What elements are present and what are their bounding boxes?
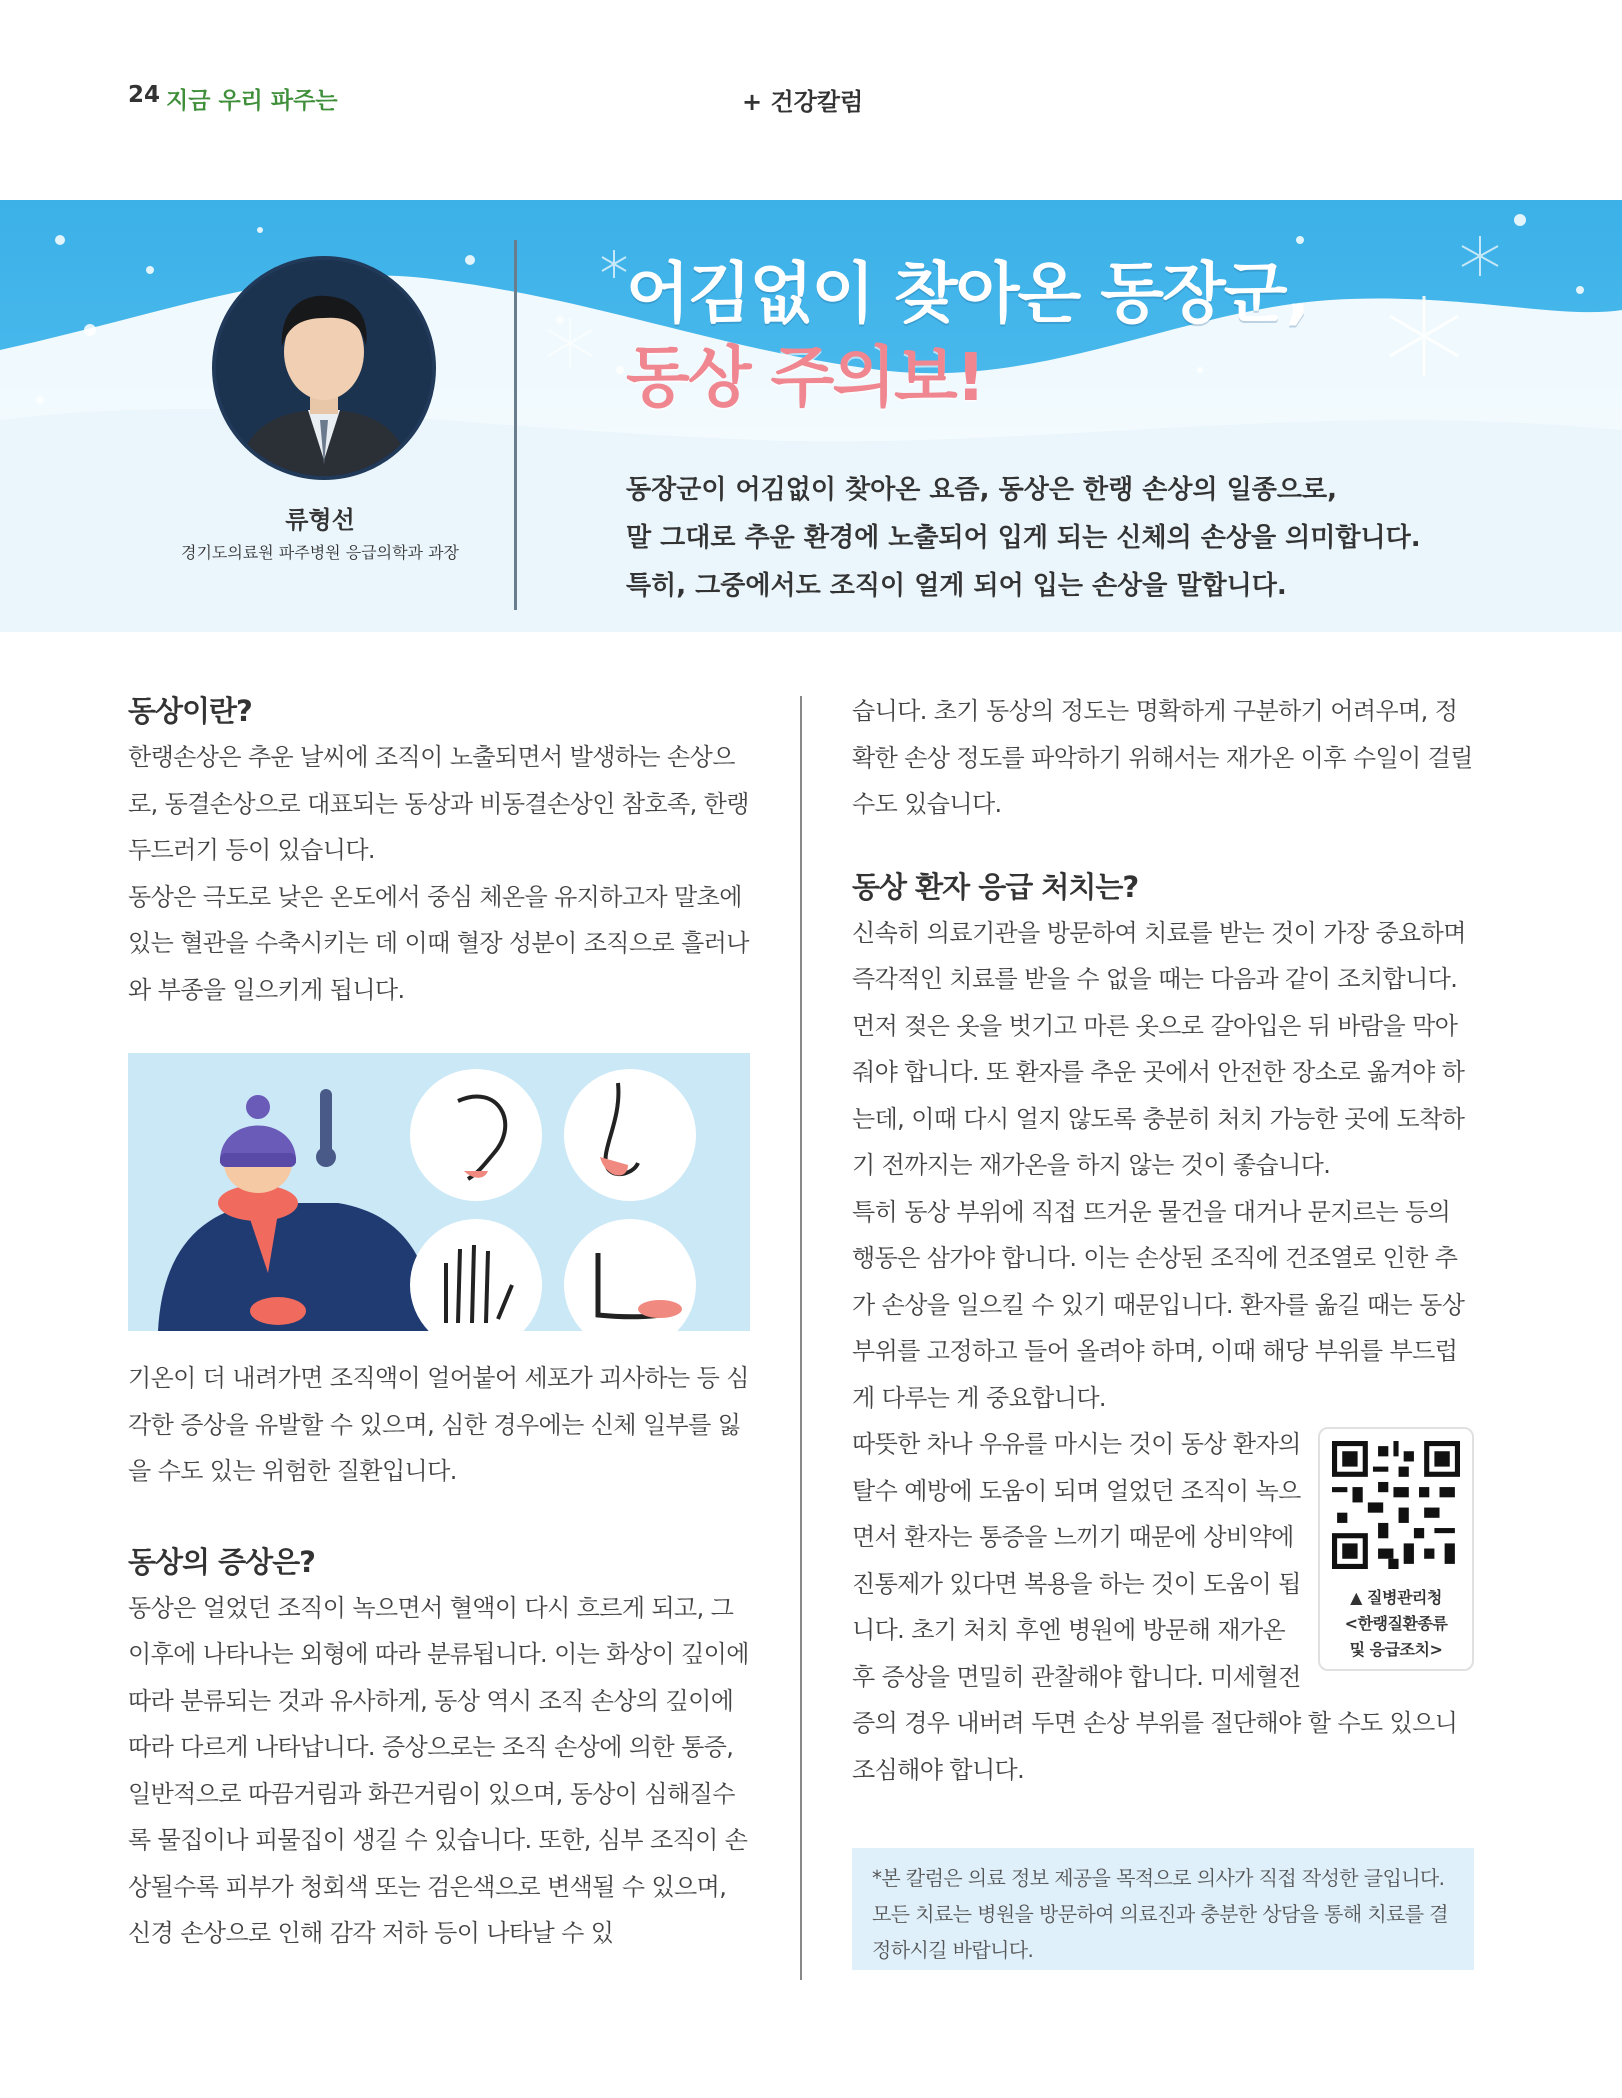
author-name: 류형선: [285, 506, 355, 534]
lead-text: [626, 466, 1526, 610]
headline-line1: 어김없이 찾아온 동장군,: [626, 255, 1309, 332]
section-heading: 동상이란?: [128, 694, 252, 728]
column-divider: [800, 696, 802, 1980]
page-header: [128, 82, 1528, 122]
paragraph: 먼저 젖은 옷을 벗기고 마른 옷으로 갈아입은 뒤 바람을 막아줘야 합니다. 또 환자를 추운 곳에서 안전한 장소로 옮겨야 하는데, 이때 다시 얼지 않도록 충분히 처치 가능한 곳에 도착하기 전까지는 재가온을 하지 않는 것이 좋습니다.: [852, 1011, 1465, 1179]
lead-line: 동장군이 어김없이 찾아온 요즘, 동상은 한랭 손상의 일종으로,: [626, 475, 1338, 505]
paragraph: 습니다. 초기 동상의 정도는 명확하게 구분하기 어려우며, 정확한 손상 정도를 파악하기 위해서는 재가온 이후 수일이 걸릴 수도 있습니다.: [852, 697, 1473, 818]
paragraph: 특히 동상 부위에 직접 뜨거운 물건을 대거나 문지르는 등의 행동은 삼가야 합니다. 이는 손상된 조직에 건조열로 인한 추가 손상을 일으킬 수 있기 때문입니다. 환자를 옮길 때는 동상 부위를 고정하고 들어 올려야 하며, 이때 해당 부위를 부드럽게 다루는 게 중요합니다.: [852, 1197, 1465, 1412]
paragraph: 신속히 의료기관을 방문하여 치료를 받는 것이 가장 중요하며 즉각적인 치료를 받을 수 없을 때는 다음과 같이 조치합니다.: [852, 918, 1466, 993]
person-icon: [216, 260, 432, 476]
headline-line2: 동상 주의보!: [626, 339, 984, 416]
paragraph: 기온이 더 내려가면 조직액이 얼어붙어 세포가 괴사하는 등 심각한 증상을 유발할 수 있으며, 심한 경우에는 신체 일부를 잃을 수도 있는 위험한 질환입니다.: [128, 1364, 749, 1485]
page-number: 24: [128, 82, 161, 108]
disclaimer-note: *본 칼럼은 의료 정보 제공을 목적으로 의사가 직접 작성한 글입니다. 모든 치료는 병원을 방문하여 의료진과 충분한 상담을 통해 치료를 결정하시길 바랍니다.: [852, 1848, 1474, 1970]
paragraph: 한랭손상은 추운 날씨에 조직이 노출되면서 발생하는 손상으로, 동결손상으로 대표되는 동상과 비동결손상인 참호족, 한랭두드러기 등이 있습니다.: [128, 743, 749, 864]
paragraph: 동상은 얼었던 조직이 녹으면서 혈액이 다시 흐르게 되고, 그 이후에 나타나는 외형에 따라 분류됩니다. 이는 화상이 깊이에 따라 분류되는 것과 유사하게, 동상 역시 조직 손상의 깊이에 따라 다르게 나타납니다. 증상으로는 조직 손상에 의한 통증, 일반적으로 따끔거림과 화끈거림이 있으며, 동상이 심해질수록 물집이나 피물집이 생길 수 있습니다. 또한, 심부 조직이 손상될수록 피부가 청회색 또는 검은색으로 변색될 수 있으며, 신경 손상으로 인해 감각 저하 등이 나타날 수 있: [128, 1593, 749, 1947]
section-label: + 건강칼럼: [742, 88, 864, 116]
banner-divider: [514, 240, 517, 610]
spacer: [128, 1495, 750, 1539]
spacer: [852, 828, 1474, 864]
frostbite-illustration: [128, 1053, 750, 1331]
frostbite-body-parts-icon: [128, 1053, 750, 1331]
qr-caption: 및 응급조치>: [1349, 1639, 1443, 1659]
right-column: [852, 688, 1474, 1793]
qr-code-icon[interactable]: [1332, 1441, 1460, 1569]
section-heading: 동상의 증상은?: [128, 1544, 316, 1579]
section-heading: 동상 환자 응급 처치는?: [852, 869, 1139, 904]
paragraph: 따뜻한 차나 우유를 마시는 것이 동상 환자의 탈수 예방에 도움이 되며 얼었던 조직이 녹으면서 환자는 통증을 느끼기 때문에 상비약에 진통제가 있다면 복용을 하는 것이 도움이 됩니다. 초기 처치 후엔 병원에 방문해 재가온 후 증상을 면밀히 관찰해야 합니다. 미세혈전증의 경우 내버려 두면 손상 부위를 절단해야 할 수도 있으니 조심해야 합니다.: [852, 1430, 1458, 1784]
author-avatar: [212, 256, 436, 480]
headline: [626, 252, 1446, 420]
qr-caption: ▲ 질병관리청: [1350, 1587, 1442, 1607]
lead-line: 특히, 그중에서도 조직이 얼게 되어 입는 손상을 말합니다.: [626, 571, 1287, 601]
qr-caption: <한랭질환종류: [1344, 1613, 1448, 1633]
qr-code-box[interactable]: [1318, 1427, 1474, 1671]
left-column: [128, 688, 750, 1957]
author-affiliation: 경기도의료원 파주병원 응급의학과 과장: [180, 543, 459, 562]
magazine-title: 지금 우리 파주는: [166, 88, 338, 114]
paragraph: 동상은 극도로 낮은 온도에서 중심 체온을 유지하고자 말초에 있는 혈관을 수축시키는 데 이때 혈장 성분이 조직으로 흘러나와 부종을 일으키게 됩니다.: [128, 882, 749, 1004]
column-banner: [0, 200, 1622, 632]
lead-line: 말 그대로 추운 환경에 노출되어 입게 되는 신체의 손상을 의미합니다.: [626, 523, 1421, 553]
